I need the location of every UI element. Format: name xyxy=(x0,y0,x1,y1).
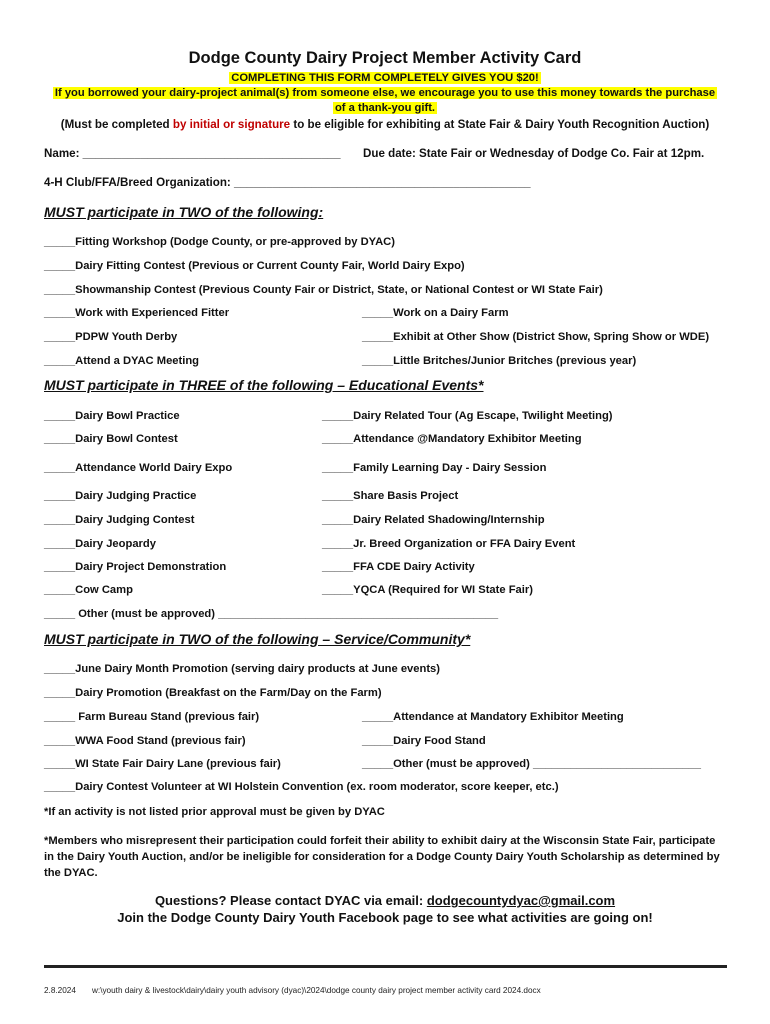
activity-item[interactable]: _____Fitting Workshop (Dodge County, or pre-approved by DYAC) xyxy=(44,236,395,248)
activity-item[interactable]: _____Attendance World Dairy Expo xyxy=(44,462,233,474)
contact-email-link[interactable]: dodgecountydyac@gmail.com xyxy=(426,893,616,908)
completion-requirement xyxy=(0,118,770,131)
footer-file-path: w:\youth dairy & livestock\dairy\dairy youth advisory (dyac)\2024\dodge county dairy project member activity card 2024.docx xyxy=(92,986,541,995)
borrowed-animal-notice xyxy=(0,87,770,99)
activity-item[interactable]: _____ Farm Bureau Stand (previous fair) xyxy=(44,711,260,723)
activity-item[interactable]: _____Dairy Jeopardy xyxy=(44,538,156,550)
section-educational-heading: MUST participate in THREE of the following – Educational Events* xyxy=(44,377,484,393)
other-activity-field[interactable]: _____Other (must be approved) ___________________________ xyxy=(362,758,701,770)
activity-item[interactable]: _____Little Britches/Junior Britches (previous year) xyxy=(362,355,637,367)
activity-item[interactable]: _____Dairy Bowl Contest xyxy=(44,433,178,445)
activity-item[interactable]: _____Dairy Bowl Practice xyxy=(44,410,180,422)
activity-item[interactable]: _____WWA Food Stand (previous fair) xyxy=(44,735,246,747)
footer-divider xyxy=(44,965,727,968)
activity-item[interactable]: _____PDPW Youth Derby xyxy=(44,331,178,343)
activity-item[interactable]: _____Work with Experienced Fitter xyxy=(44,307,230,319)
activity-item[interactable]: _____Dairy Promotion (Breakfast on the Farm/Day on the Farm) xyxy=(44,687,382,699)
activity-item[interactable]: _____June Dairy Month Promotion (serving dairy products at June events) xyxy=(44,663,441,675)
page-title: Dodge County Dairy Project Member Activity Card xyxy=(188,49,582,67)
activity-item[interactable]: _____Cow Camp xyxy=(44,584,133,596)
borrowed-animal-text: If you borrowed your dairy-project animal(s) from someone else, we encourage you to use this money towards the purchase xyxy=(54,87,716,99)
activity-item[interactable]: _____Showmanship Contest (Previous County Fair or District, State, or National Contest or WI State Fair) xyxy=(44,284,603,296)
approval-note: *If an activity is not listed prior approval must be given by DYAC xyxy=(44,806,385,818)
activity-item[interactable]: _____Dairy Related Shadowing/Internship xyxy=(322,514,545,526)
requirement-before: (Must be completed xyxy=(60,118,173,131)
activity-item[interactable]: _____Attend a DYAC Meeting xyxy=(44,355,200,367)
activity-item[interactable]: _____Attendance @Mandatory Exhibitor Meeting xyxy=(322,433,582,445)
activity-item[interactable]: _____Attendance at Mandatory Exhibitor Meeting xyxy=(362,711,624,723)
organization-field[interactable]: 4-H Club/FFA/Breed Organization: ______________________________________________ xyxy=(44,176,531,189)
activity-item[interactable]: _____Dairy Judging Contest xyxy=(44,514,195,526)
thank-you-gift-notice xyxy=(0,102,770,114)
activity-item[interactable]: _____Dairy Fitting Contest (Previous or Current County Fair, World Dairy Expo) xyxy=(44,260,465,272)
activity-item[interactable]: _____Family Learning Day - Dairy Session xyxy=(322,462,547,474)
activity-item[interactable]: _____YQCA (Required for WI State Fair) xyxy=(322,584,533,596)
contact-line xyxy=(0,893,770,908)
facebook-line: Join the Dodge County Dairy Youth Facebook page to see what activities are going on! xyxy=(117,910,653,925)
activity-item[interactable]: _____Dairy Food Stand xyxy=(362,735,486,747)
misrepresentation-note: *Members who misrepresent their participation could forfeit their ability to exhibit dairy at the Wisconsin State Fair, participate in the Dairy Youth Auction, and/or be ineligible for consideration for a Dodge County Dairy Youth Scholarship as determined by the DYAC. xyxy=(44,835,720,879)
activity-item[interactable]: _____Share Basis Project xyxy=(322,490,459,502)
footer-date: 2.8.2024 xyxy=(44,986,76,995)
section-two-required-heading: MUST participate in TWO of the following: xyxy=(44,204,324,220)
contact-prefix: Questions? Please contact DYAC via email: xyxy=(154,893,427,908)
incentive-text: COMPLETING THIS FORM COMPLETELY GIVES YOU $20! xyxy=(231,72,539,84)
activity-item[interactable]: _____Dairy Project Demonstration xyxy=(44,561,227,573)
name-field[interactable]: Name: ________________________________________ xyxy=(44,147,341,160)
activity-item[interactable]: _____Work on a Dairy Farm xyxy=(362,307,509,319)
requirement-emphasis: by initial or signature xyxy=(172,118,291,131)
other-activity-field[interactable]: _____ Other (must be approved) _____________________________________________ xyxy=(44,608,499,620)
activity-item[interactable]: _____WI State Fair Dairy Lane (previous fair) xyxy=(44,758,281,770)
activity-item[interactable]: _____Dairy Related Tour (Ag Escape, Twilight Meeting) xyxy=(322,410,613,422)
activity-item[interactable]: _____FFA CDE Dairy Activity xyxy=(322,561,475,573)
incentive-notice xyxy=(0,72,770,84)
activity-item[interactable]: _____Jr. Breed Organization or FFA Dairy Event xyxy=(322,538,576,550)
section-service-heading: MUST participate in TWO of the following – Service/Community* xyxy=(44,631,471,647)
activity-item[interactable]: _____Dairy Judging Practice xyxy=(44,490,197,502)
activity-item[interactable]: _____Dairy Contest Volunteer at WI Holstein Convention (ex. room moderator, score keeper, etc.) xyxy=(44,781,559,793)
requirement-after: to be eligible for exhibiting at State Fair & Dairy Youth Recognition Auction) xyxy=(290,118,710,131)
due-date-text: Due date: State Fair or Wednesday of Dodge Co. Fair at 12pm. xyxy=(363,147,705,160)
thank-you-gift-text: of a thank-you gift. xyxy=(334,102,436,114)
activity-item[interactable]: _____Exhibit at Other Show (District Show, Spring Show or WDE) xyxy=(362,331,710,343)
